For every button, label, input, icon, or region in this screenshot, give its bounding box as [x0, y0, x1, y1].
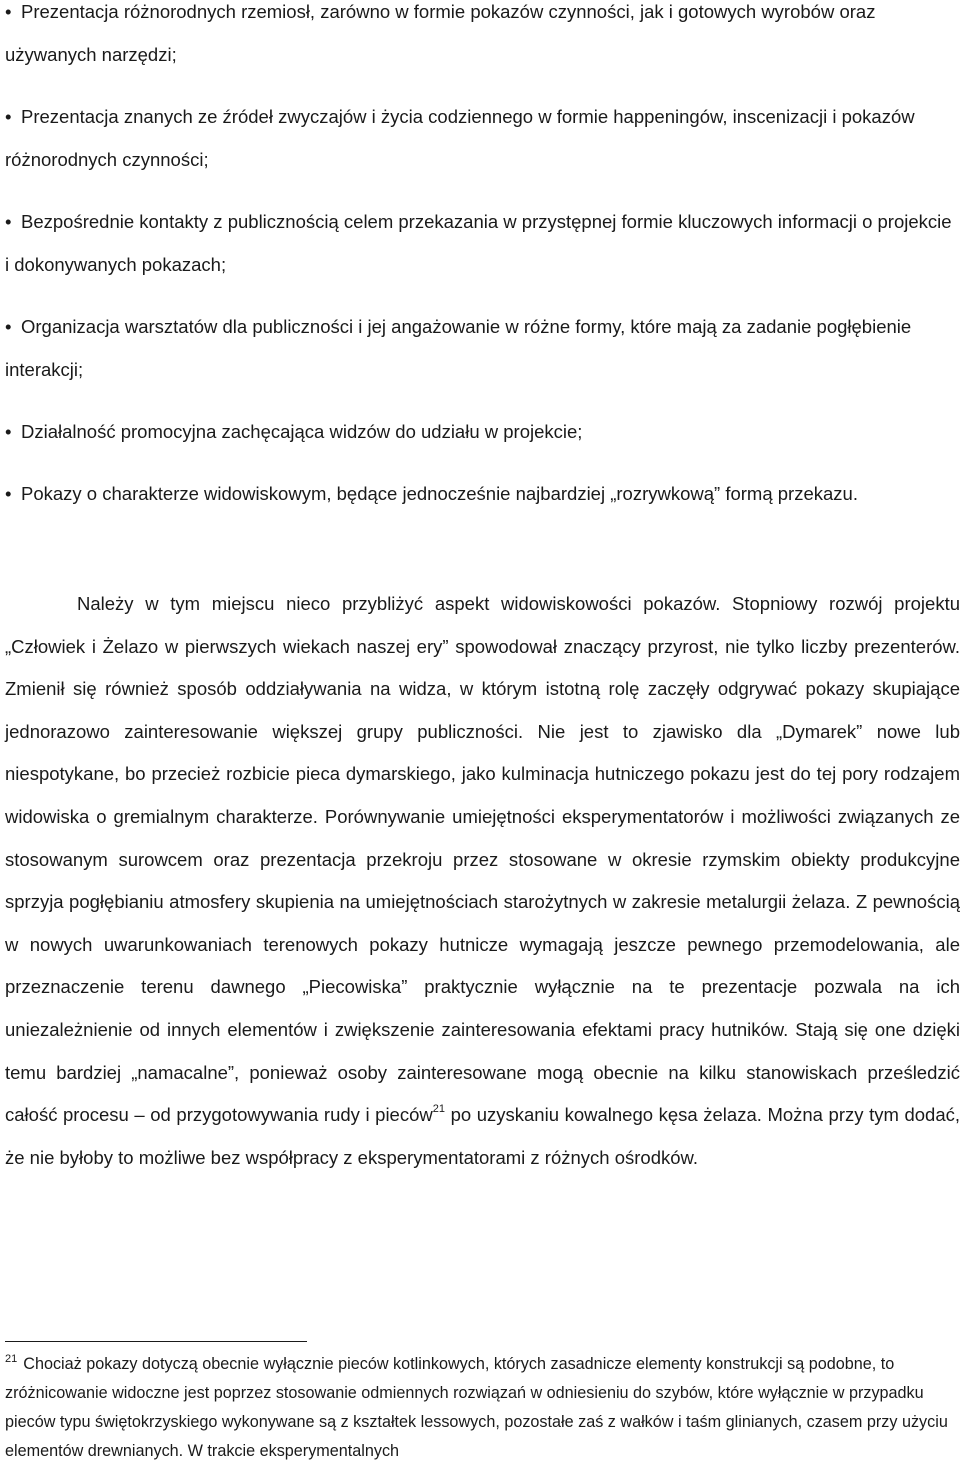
body-text-part-1: Należy w tym miejscu nieco przybliżyć aspekt widowiskowości pokazów. Stopniowy rozwój projektu „Człowiek i Żelazo w pierwszych wiekach naszej ery” spowodował znaczący przyrost, nie tylko liczby prezenterów. Zmienił się również sposób oddziaływania na widza, w którym istotną rolę zaczęły odgrywać pokazy skupiające jednorazowo zainteresowanie większej grupy publiczności. Nie jest to zjawisko dla „Dymarek” nowe lub niespotykane, bo przecież rozbicie pieca dymarskiego, jako kulminacja hutniczego pokazu jest do tej pory rodzajem widowiska o gremialnym charakterze. Porównywanie umiejętności eksperymentatorów i możliwości związanych ze stosowanym surowcem oraz prezentacja przekroju przez stosowane w okresie rzymskim obiekty produkcyjne sprzyja pogłębianiu atmosfery skupienia na umiejętnościach starożytnych w zakresie metalurgii żelaza. Z pewnością w nowych uwarunkowaniach terenowych pokazy hutnicze wymagają jeszcze pewnego przemodelowania, ale przeznaczenie terenu dawnego „Piecowiska” praktycznie wyłącznie na te prezentacje pozwala na ich uniezależnienie od innych elementów i zwiększenie zainteresowania efektami pracy hutników. Stają się one dzięki temu bardziej „namacalne”, ponieważ osoby zainteresowane mogą obecnie na kilku stanowiskach prześledzić całość procesu – od przygotowywania rudy i pieców — [5, 593, 960, 1126]
bullet-item — [5, 410, 957, 453]
bullet-item — [5, 0, 957, 76]
bullet-text: Prezentacja różnorodnych rzemiosł, zarówno w formie pokazów czynności, jak i gotowych wyrobów oraz używanych narzędzi; — [5, 1, 876, 65]
bullet-marker: • — [5, 211, 12, 232]
bullet-item — [5, 305, 957, 391]
bullet-marker: • — [5, 106, 12, 127]
bullet-text: Działalność promocyjna zachęcająca widzów do udziału w projekcie; — [21, 421, 583, 442]
footnote-reference[interactable]: 21 — [432, 1103, 445, 1116]
footnote — [5, 1350, 958, 1466]
bullet-marker: • — [5, 1, 12, 22]
footnote-separator — [5, 1341, 307, 1342]
bullet-text: Prezentacja znanych ze źródeł zwyczajów i życia codziennego w formie happeningów, inscenizacji i pokazów różnorodnych czynności; — [5, 106, 915, 170]
bullet-marker: • — [5, 483, 12, 504]
bullet-text: Pokazy o charakterze widowiskowym, będące jednocześnie najbardziej „rozrywkową” formą przekazu. — [21, 483, 858, 504]
footnote-text: Chociaż pokazy dotyczą obecnie wyłącznie pieców kotlinkowych, których zasadnicze elementy konstrukcji są podobne, to zróżnicowanie widoczne jest poprzez stosowanie odmiennych rozwiązań w odniesieniu do szybów, które wyłącznie w przypadku pieców typu świętokrzyskiego wykonywane są z kształtek lessowych, pozostałe zaś z wałków i taśm glinianych, czasem przy użyciu elementów drewnianych. W trakcie eksperymentalnych — [5, 1355, 948, 1460]
bullet-text: Organizacja warsztatów dla publiczności i jej angażowanie w różne formy, które mają za zadanie pogłębienie interakcji; — [5, 316, 912, 380]
bullet-item — [5, 95, 957, 181]
bullet-marker: • — [5, 316, 12, 337]
body-text-part-2: po uzyskaniu kowalnego kęsa żelaza. Można przy tym dodać, że nie byłoby to możliwe bez współpracy z eksperymentatorami z różnych ośrodków. — [5, 1104, 960, 1168]
bullet-item — [5, 472, 957, 515]
body-paragraph — [5, 583, 960, 1179]
bullet-item — [5, 200, 957, 286]
bullet-text: Bezpośrednie kontakty z publicznością celem przekazania w przystępnej formie kluczowych informacji o projekcie i dokonywanych pokazach; — [5, 211, 952, 275]
bullet-marker: • — [5, 421, 12, 442]
activity-bullet-list — [5, 0, 957, 515]
footnote-number: 21 — [5, 1353, 18, 1365]
